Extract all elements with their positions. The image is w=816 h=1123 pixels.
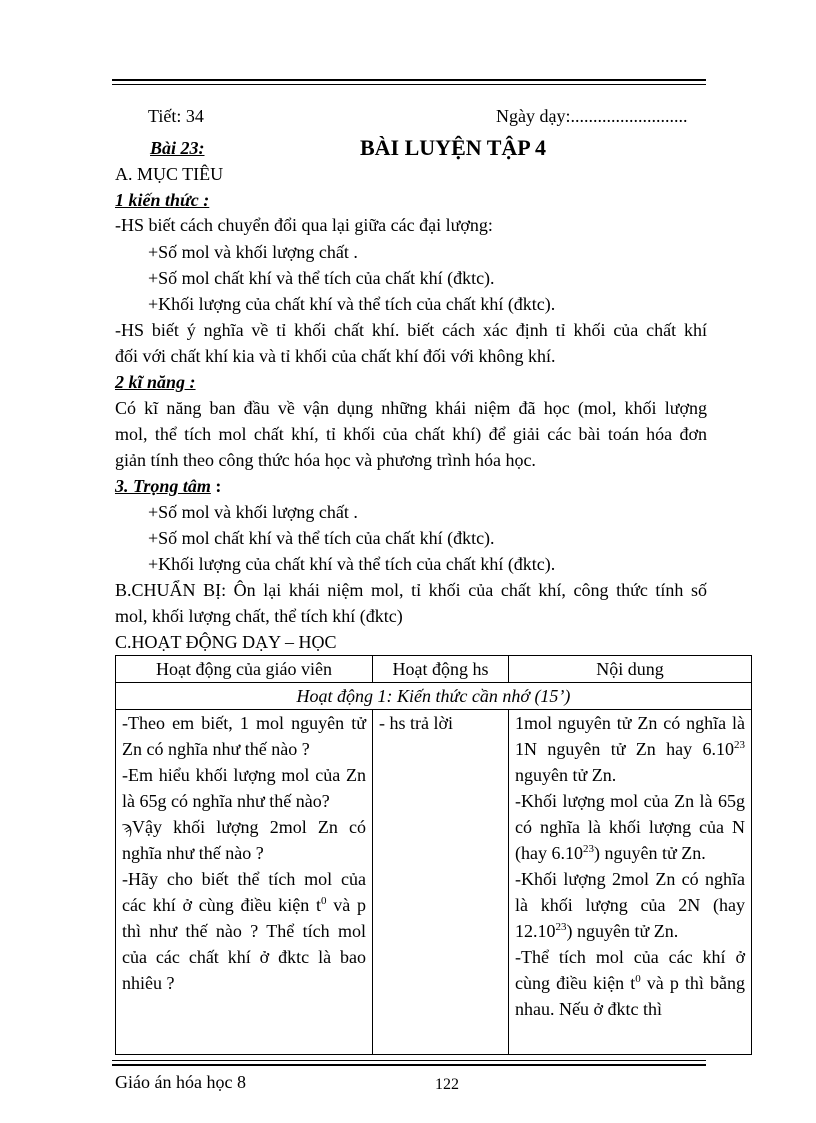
skills-line-2: mol, thể tích mol chất khí, tỉ khối của chất khí) để giải các bài toán hóa đơn (115, 424, 707, 444)
footer-rule-bottom (112, 1064, 706, 1066)
focus-line-2: +Số mol chất khí và thể tích của chất khí (đktc). (148, 528, 495, 548)
teacher-q3-row (122, 814, 366, 866)
content-p3: -Khối lượng 2mol Zn có nghĩa là khối lượng của 2N (hay 12.10$^{23}$) nguyên tử Zn. (515, 869, 745, 941)
teacher-cell (116, 710, 373, 1055)
activity-1-title: Hoạt động 1: Kiến thức cần nhớ (15’) (116, 683, 752, 710)
section-c-heading: C.HOẠT ĐỘNG DẠY – HỌC (115, 632, 337, 652)
focus-line-1: +Số mol và khối lượng chất . (148, 502, 358, 522)
bullet-symbol-icon: ϡ (122, 817, 132, 837)
focus-heading: 3. Trọng tâm (115, 476, 211, 496)
header-student: Hoạt động hs (373, 656, 509, 683)
table-header-row (116, 656, 752, 683)
focus-heading-row (115, 476, 221, 498)
section-b-line-1: B.CHUẨN BỊ: Ôn lại khái niệm mol, tỉ khối của chất khí, công thức tính số (115, 580, 707, 600)
table-row (116, 710, 752, 1055)
header-content: Nội dung (509, 656, 752, 683)
header-rule-bottom (112, 84, 706, 85)
teacher-q1: -Theo em biết, 1 mol nguyên tử Zn có nghĩa như thế nào ? (122, 713, 366, 759)
content-cell (509, 710, 752, 1055)
focus-colon: : (210, 476, 222, 496)
knowledge-line-6: đối với chất khí kia và tỉ khối của chất khí đối với không khí. (115, 346, 556, 366)
teacher-q3: Vậy khối lượng 2mol Zn có nghĩa như thế nào ? (122, 817, 366, 863)
knowledge-heading: 1 kiến thức : (115, 190, 210, 210)
content-p1: 1mol nguyên tử Zn có nghĩa là 1N nguyên tử Zn hay 6.10$^{23}$ nguyên tử Zn. (515, 713, 745, 785)
skills-line-1: Có kĩ năng ban đầu về vận dụng những khái niệm đã học (mol, khối lượng (115, 398, 707, 418)
content-p2: -Khối lượng mol của Zn là 65g có nghĩa là khối lượng của N (hay 6.10$^{23}$) nguyên tử Zn. (515, 791, 745, 863)
footer-title: Giáo án hóa học 8 (115, 1072, 246, 1092)
lesson-label: Bài 23: (150, 138, 205, 158)
teacher-q4: -Hãy cho biết thể tích mol của các khí ở cùng điều kiện $t^0$ và p thì như thế nào ? Thể tích mol của các chất khí ở đktc là bao nhiêu ? (122, 869, 366, 993)
knowledge-line-1: -HS biết cách chuyển đổi qua lại giữa các đại lượng: (115, 215, 493, 235)
table-section-row (116, 683, 752, 710)
knowledge-line-2: +Số mol và khối lượng chất . (148, 242, 358, 262)
teaching-date: Ngày dạy:.......................... (496, 106, 688, 126)
skills-line-3: giản tính theo công thức hóa học và phương trình hóa học. (115, 450, 536, 470)
lesson-number: Tiết: 34 (148, 106, 204, 126)
footer-rule-top (112, 1060, 706, 1061)
page-number: 122 (435, 1076, 459, 1093)
knowledge-line-5: -HS biết ý nghĩa về tỉ khối chất khí. biết cách xác định tỉ khối của chất khí (115, 320, 707, 340)
section-a-heading: A. MỤC TIÊU (115, 164, 224, 184)
student-answer: - hs trả lời (379, 713, 454, 733)
student-cell (373, 710, 509, 1055)
header-rule-top (112, 79, 706, 81)
knowledge-line-3: +Số mol chất khí và thể tích của chất khí (đktc). (148, 268, 495, 288)
header-teacher: Hoạt động của giáo viên (116, 656, 373, 683)
teacher-q2: -Em hiểu khối lượng mol của Zn là 65g có nghĩa như thế nào? (122, 765, 366, 811)
skills-heading: 2 kĩ năng : (115, 372, 196, 392)
focus-line-3: +Khối lượng của chất khí và thể tích của chất khí (đktc). (148, 554, 556, 574)
page-title: BÀI LUYỆN TẬP 4 (360, 135, 547, 160)
activity-table (115, 655, 752, 1055)
content-p4: -Thể tích mol của các khí ở cùng điều kiện $t^0$ và p thì bằng nhau. Nếu ở đktc thì (515, 947, 745, 1019)
knowledge-line-4: +Khối lượng của chất khí và thể tích của chất khí (đktc). (148, 294, 556, 314)
section-b-line-2: mol, khối lượng chất, thể tích khí (đktc) (115, 606, 403, 626)
